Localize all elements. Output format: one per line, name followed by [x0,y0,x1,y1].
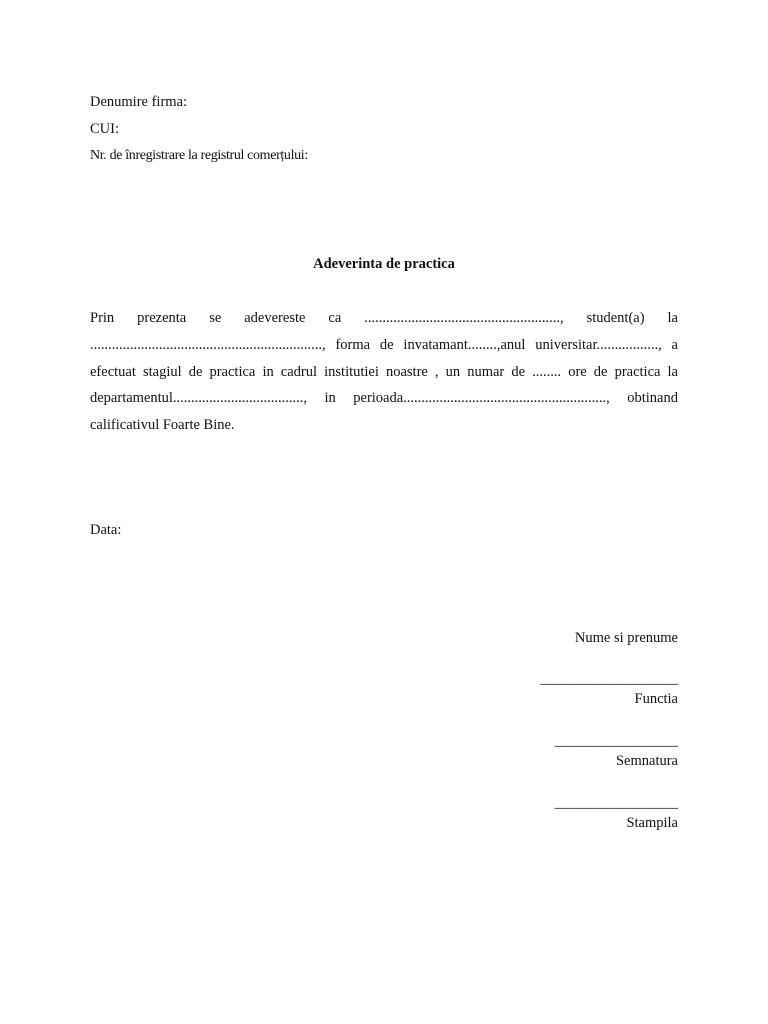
signature-line-3: _________________ [554,795,678,811]
body-line-4: departamentul...................................., in perioada........................................................, obtinand [90,390,678,407]
signature-line-2: _________________ [554,733,678,749]
document-title: Adeverinta de practica [313,256,455,272]
cui-label: CUI: [90,121,119,137]
stamp-label: Stampila [626,815,678,831]
registration-number-label: Nr. de înregistrare la registrul comerțului: [90,148,308,163]
body-line-3: efectuat stagiul de practica in cadrul institutiei noastre , un numar de ........ ore de practica la [90,363,678,380]
function-label: Functia [634,691,678,707]
body-line-2: ................................................................, forma de invatamant........,anul universitar................., a [90,336,678,353]
signature-line-1: ___________________ [540,671,678,687]
certificate-body [90,305,678,439]
date-label: Data: [90,522,122,538]
name-label: Nume si prenume [574,630,678,646]
body-line-1: Prin prezenta se adevereste ca ......................................................, student(a) la [90,310,678,326]
signature-label: Semnatura [615,753,678,769]
body-line-5: calificativul Foarte Bine. [90,417,235,434]
company-name-label: Denumire firma: [90,94,188,110]
